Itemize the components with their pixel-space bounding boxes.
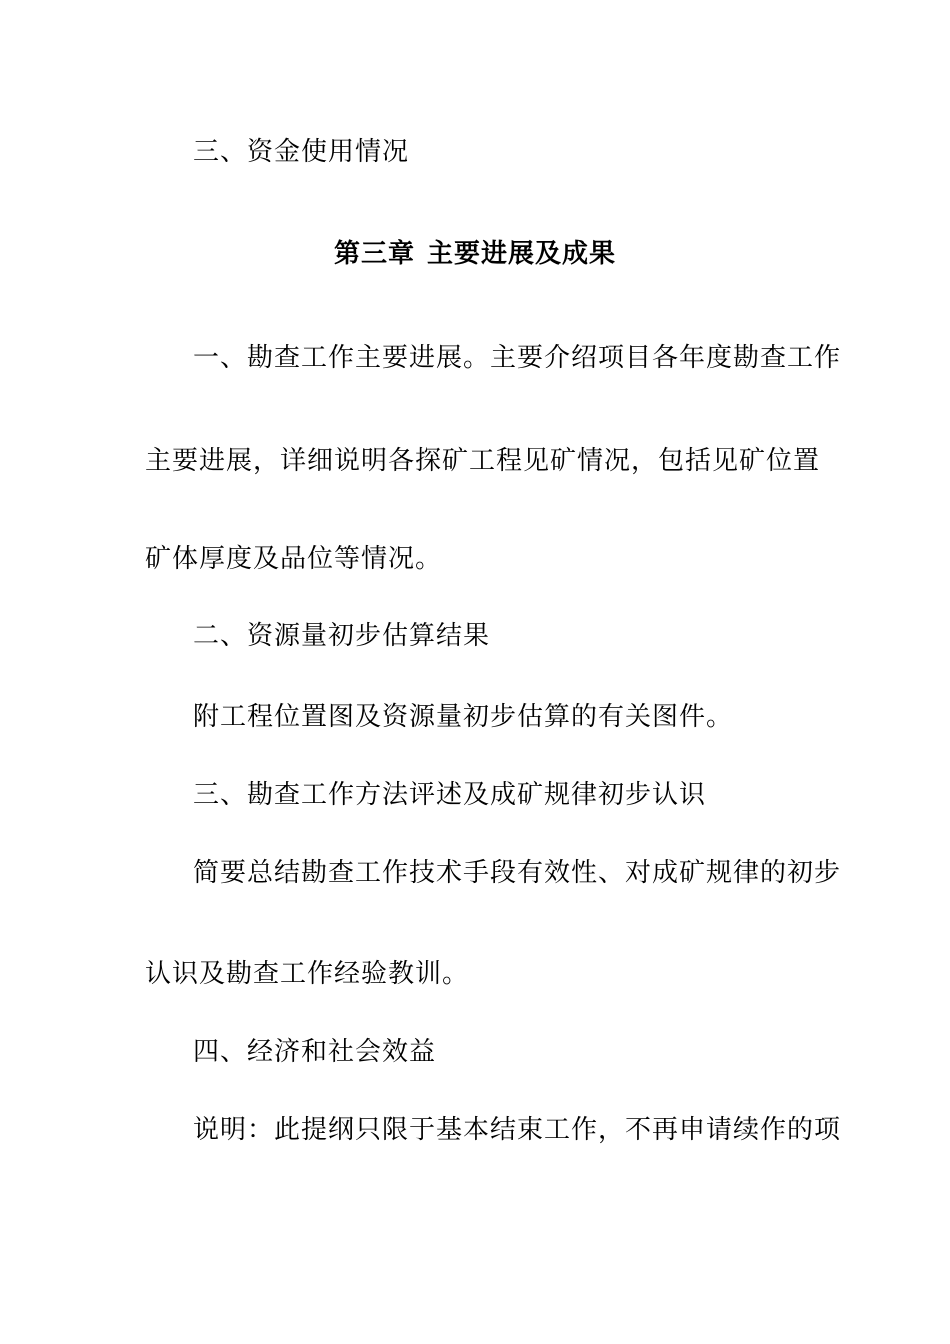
paragraph-line: 认识及勘查工作经验教训。: [145, 959, 470, 989]
section-heading-funding-usage: 三、资金使用情况: [193, 137, 410, 167]
chapter-number: 第三章: [333, 239, 415, 269]
section-heading-resource-estimate: 二、资源量初步估算结果: [193, 621, 491, 651]
paragraph-line: 一、勘查工作主要进展。主要介绍项目各年度勘查工作: [193, 343, 842, 373]
paragraph-line: 主要进展，详细说明各探矿工程见矿情况，包括见矿位置: [145, 446, 821, 476]
paragraph-line: 矿体厚度及品位等情况。: [145, 544, 443, 574]
paragraph-line: 附工程位置图及资源量初步估算的有关图件。: [193, 702, 734, 732]
paragraph-line: 说明：此提纲只限于基本结束工作，不再申请续作的项: [193, 1115, 842, 1145]
section-heading-methods-review: 三、勘查工作方法评述及成矿规律初步认识: [193, 780, 707, 810]
paragraph-line: 简要总结勘查工作技术手段有效性、对成矿规律的初步: [193, 858, 842, 888]
section-heading-economic-social-benefits: 四、经济和社会效益: [193, 1037, 437, 1067]
chapter-title: 主要进展及成果: [427, 239, 617, 269]
chapter-heading: [0, 238, 950, 270]
